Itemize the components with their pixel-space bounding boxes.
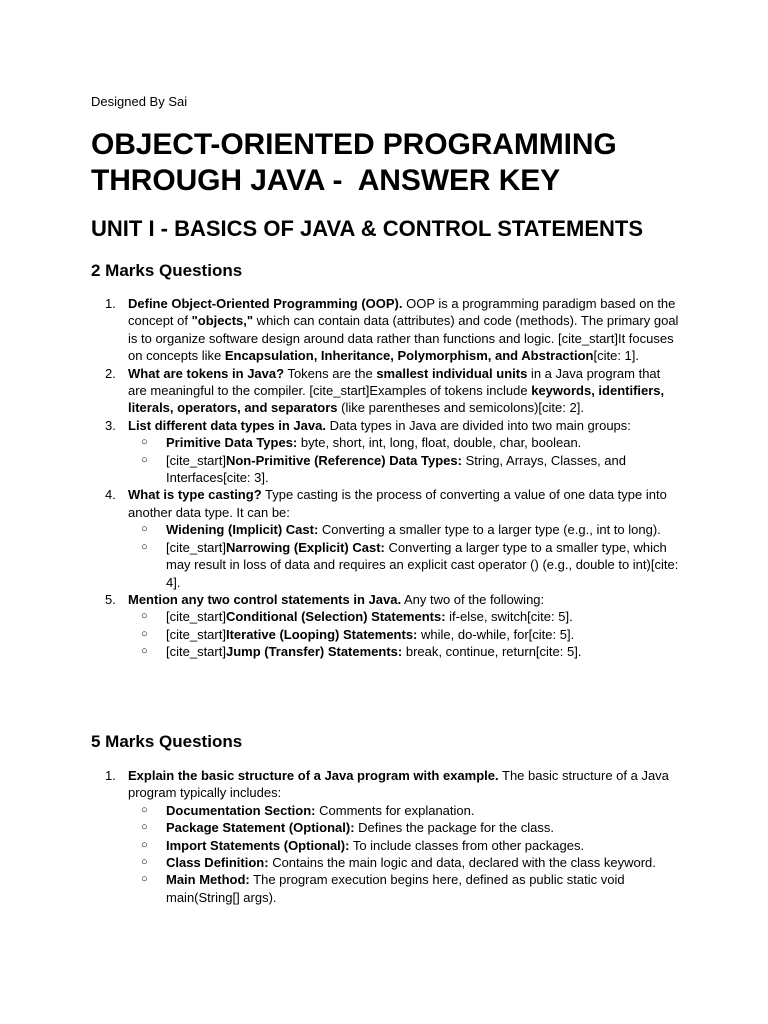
answer-text: which can contain data (attributes) and code (methods). The primary goal is to organize software design around data rather than functions and logic. [cite_start]It focuses on concepts like xyxy=(128,313,679,364)
sub-item-text: String, Arrays, Classes, and Interfaces[cite: 3]. xyxy=(166,452,626,486)
section-heading-5-marks: 5 Marks Questions xyxy=(91,732,243,751)
cite-marker: [cite_start] xyxy=(166,452,226,468)
question-text: Explain the basic structure of a Java program with example. xyxy=(128,768,499,783)
sub-list xyxy=(128,521,681,591)
sub-item-text: while, do-while, for[cite: 5]. xyxy=(417,626,575,642)
sub-list-item xyxy=(128,854,681,871)
two-marks-question-list xyxy=(91,295,681,661)
sub-list-item xyxy=(128,626,681,643)
designer-credit: Designed By Sai xyxy=(91,94,188,109)
question-text: What are tokens in Java? xyxy=(128,365,285,381)
sub-list-item xyxy=(128,643,681,660)
sub-list-item xyxy=(128,539,681,591)
hollow-bullet-icon: ○ xyxy=(141,610,148,623)
answer-emphasis: Encapsulation, Inheritance, Polymorphism, and Abstraction xyxy=(224,348,594,364)
answer-text: Type casting is the process of converting a value of one data type into another data type. It can be: xyxy=(128,487,667,520)
sub-item-label: Main Method: xyxy=(166,872,250,888)
sub-item-text: Comments for explanation. xyxy=(315,802,475,818)
question-item xyxy=(91,295,681,365)
question-item xyxy=(91,767,681,906)
answer-text: The basic structure of a Java program typically includes: xyxy=(128,768,669,801)
question-text: List different data types in Java. xyxy=(128,417,326,433)
answer-text: [cite: 1]. xyxy=(593,348,640,364)
answer-text: Data types in Java are divided into two main groups: xyxy=(325,417,631,433)
answer-text: (like parentheses and semicolons)[cite: 2]. xyxy=(337,400,584,416)
sub-item-text: Defines the package for the class. xyxy=(354,820,554,836)
hollow-bullet-icon: ○ xyxy=(141,838,148,851)
question-number: 1. xyxy=(105,768,116,783)
sub-item-text: To include classes from other packages. xyxy=(349,837,585,853)
cite-marker: [cite_start] xyxy=(166,626,226,642)
sub-list-item xyxy=(128,802,681,819)
five-marks-question-list xyxy=(91,767,681,906)
sub-item-label: Non-Primitive (Reference) Data Types: xyxy=(225,452,462,468)
question-number: 4. xyxy=(105,487,116,503)
sub-list-item xyxy=(128,837,681,854)
answer-text: Any two of the following: xyxy=(401,591,545,607)
answer-emphasis: "objects," xyxy=(191,313,254,329)
sub-item-label: Conditional (Selection) Statements: xyxy=(225,609,446,625)
sub-item-label: Narrowing (Explicit) Cast: xyxy=(225,539,385,555)
question-item xyxy=(91,417,681,487)
question-item xyxy=(91,591,681,661)
sub-item-label: Primitive Data Types: xyxy=(166,435,298,451)
sub-item-text: Contains the main logic and data, declared with the class keyword. xyxy=(268,855,656,871)
answer-text: Tokens are the xyxy=(284,365,377,381)
question-text: Mention any two control statements in Java. xyxy=(128,591,402,607)
sub-item-text: if-else, switch[cite: 5]. xyxy=(445,609,573,625)
sub-list xyxy=(128,608,681,660)
question-number: 3. xyxy=(105,417,116,433)
sub-list-item xyxy=(128,608,681,625)
sub-list-item xyxy=(128,871,681,906)
title-line-2: THROUGH JAVA - ANSWER KEY xyxy=(91,164,561,197)
hollow-bullet-icon: ○ xyxy=(141,803,148,816)
document-title xyxy=(91,127,711,199)
hollow-bullet-icon: ○ xyxy=(141,523,148,536)
sub-item-label: Widening (Implicit) Cast: xyxy=(166,522,319,538)
question-item xyxy=(91,365,681,417)
sub-list-item xyxy=(128,521,681,538)
question-text: Define Object-Oriented Programming (OOP). xyxy=(128,296,403,311)
hollow-bullet-icon: ○ xyxy=(141,540,148,553)
hollow-bullet-icon: ○ xyxy=(141,453,148,466)
hollow-bullet-icon: ○ xyxy=(141,856,148,869)
sub-item-text: Converting a larger type to a smaller type, which may result in loss of data and requires an explicit cast operator () (e.g., double to int)[cite: 4]. xyxy=(166,539,679,590)
question-text: What is type casting? xyxy=(128,487,262,503)
sub-item-text: byte, short, int, long, float, double, char, boolean. xyxy=(297,435,582,451)
sub-item-label: Package Statement (Optional): xyxy=(166,820,355,836)
answer-text: OOP is a programming paradigm based on the concept of xyxy=(128,296,676,329)
sub-item-label: Documentation Section: xyxy=(166,802,316,818)
question-item xyxy=(91,486,681,590)
unit-heading: UNIT I - BASICS OF JAVA & CONTROL STATEMENTS xyxy=(91,216,644,241)
hollow-bullet-icon: ○ xyxy=(141,436,148,449)
cite-marker: [cite_start] xyxy=(166,609,226,625)
answer-emphasis: smallest individual units xyxy=(376,365,528,381)
sub-item-text: Converting a smaller type to a larger type (e.g., int to long). xyxy=(318,522,661,538)
sub-item-text: break, continue, return[cite: 5]. xyxy=(402,644,582,660)
sub-list xyxy=(128,434,681,486)
question-number: 1. xyxy=(105,296,116,311)
hollow-bullet-icon: ○ xyxy=(141,873,148,886)
sub-item-text: The program execution begins here, defined as public static void main(String[] args). xyxy=(166,872,625,905)
answer-emphasis: keywords, identifiers, literals, operators, and separators xyxy=(128,383,665,416)
answer-text: in a Java program that are meaningful to the compiler. [cite_start]Examples of tokens include xyxy=(128,365,661,399)
sub-list-item xyxy=(128,452,681,487)
hollow-bullet-icon: ○ xyxy=(141,821,148,834)
sub-item-label: Iterative (Looping) Statements: xyxy=(225,626,418,642)
title-line-1: OBJECT-ORIENTED PROGRAMMING xyxy=(91,128,617,161)
sub-list xyxy=(128,802,681,906)
sub-list-item xyxy=(128,819,681,836)
question-number: 5. xyxy=(105,591,116,607)
hollow-bullet-icon: ○ xyxy=(141,645,148,658)
sub-item-label: Jump (Transfer) Statements: xyxy=(225,644,403,660)
section-heading-2-marks: 2 Marks Questions xyxy=(91,261,243,280)
cite-marker: [cite_start] xyxy=(166,539,226,555)
hollow-bullet-icon: ○ xyxy=(141,627,148,640)
cite-marker: [cite_start] xyxy=(166,644,226,660)
sub-item-label: Import Statements (Optional): xyxy=(166,837,350,853)
question-number: 2. xyxy=(105,365,116,381)
sub-list-item xyxy=(128,434,681,451)
sub-item-label: Class Definition: xyxy=(166,855,269,871)
